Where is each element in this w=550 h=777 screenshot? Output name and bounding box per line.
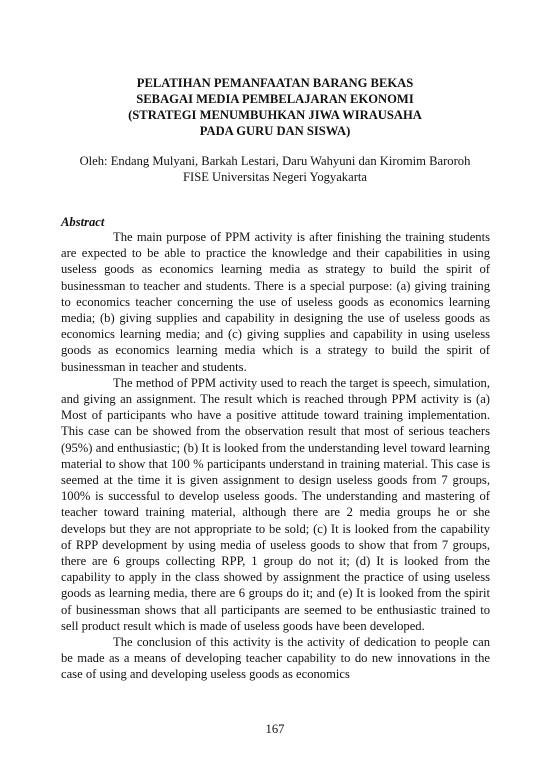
title-line-1: PELATIHAN PEMANFAATAN BARANG BEKAS (136, 76, 414, 90)
abstract-paragraph-3: The conclusion of this activity is the activity of dedication to people can be made as a means of developing teacher capability to do new innovations in the case of using and developing useless goods as economics (61, 635, 490, 682)
paper-title (70, 75, 480, 139)
author-affiliation: FISE Universitas Negeri Yogyakarta (183, 170, 367, 184)
author-block (60, 153, 490, 185)
title-line-3: (STRATEGI MENUMBUHKAN JIWA WIRAUSAHA (128, 108, 422, 122)
author-names: Oleh: Endang Mulyani, Barkah Lestari, Daru Wahyuni dan Kiromim Baroroh (79, 154, 471, 168)
page-number: 167 (265, 722, 285, 736)
abstract-body (61, 229, 490, 683)
title-line-4: PADA GURU DAN SISWA) (199, 124, 351, 138)
abstract-paragraph-1: The main purpose of PPM activity is after finishing the training students are expected to be able to practice the knowledge and their capabilities in using useless goods as economics learning media as strategy to build the spirit of businessman to teacher and students. There is a special purpose: (a) giving training to economics teacher concerning the use of useless goods as economics learning media; (b) giving supplies and capability in designing the use of useless goods as economics learning media; and (c) giving supplies and capability in using useless goods as economics learning media which is a strategy to build the spirit of businessman in teacher and students. (61, 230, 490, 374)
abstract-paragraph-2: The method of PPM activity used to reach the target is speech, simulation, and giving an assignment. The result which is reached through PPM activity is (a) Most of participants who have a positive attitude toward training implementation. This case can be showed from the observation result that most of serious teachers (95%) and enthusiastic; (b) It is looked from the understanding level toward learning material to show that 100 % participants understand in training material. This case is seemed at the time it is given assignment to design useless goods from 7 groups, 100% is successful to develop useless goods. The understanding and mastering of teacher toward training material, although there are 2 media groups he or she develops but they are not appropriate to be sold; (c) It is looked from the capability of RPP development by using media of useless goods to show that from 7 groups, there are 6 groups collecting RPP, 1 group do not it; (d) It is looked from the capability to apply in the class showed by assignment the practice of using useless goods as learning media, there are 6 groups do it; and (e) It is looked from the spirit of businessman shows that all participants are seemed to be enthusiastic trained to sell product result which is made of useless goods have been developed. (61, 375, 490, 633)
abstract-heading: Abstract (61, 215, 105, 229)
title-line-2: SEBAGAI MEDIA PEMBELAJARAN EKONOMI (136, 92, 414, 106)
